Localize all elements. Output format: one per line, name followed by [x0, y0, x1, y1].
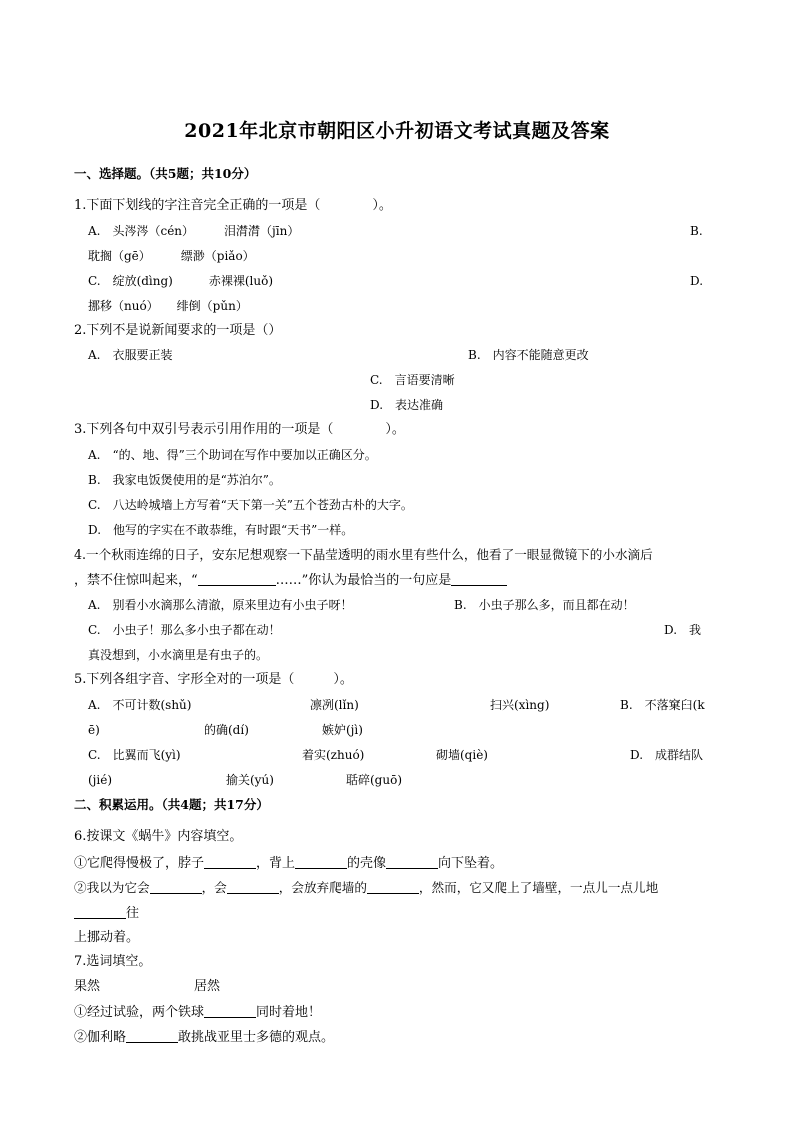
option-a: A. 不可计数(shǔ) — [88, 698, 192, 712]
question-text: ，然而，它又爬上了墙壁，一点儿一点儿地 — [418, 880, 659, 895]
option-c: C. 八达岭城墙上方写着“天下第一关”五个苍劲古朴的大字。 — [88, 498, 413, 512]
question-1: 1.下面下划线的字注音完全正确的一项是（ ）。 — [74, 198, 392, 213]
option-a: A. 别看小水滴那么清澈，原来里边有小虫子呀！ — [88, 598, 353, 612]
question-text: ②我以为它会 — [74, 880, 150, 895]
option-b-item: 嫉妒(jì) — [322, 723, 363, 737]
option-b: 耽搁（gē） 缥渺（piǎo） — [88, 249, 255, 263]
question-text: 的壳像 — [347, 856, 387, 871]
option-d-item: 聒碎(guō) — [346, 773, 402, 787]
answer-blank[interactable] — [74, 904, 126, 919]
question-text: ①它爬得慢极了，脖子 — [74, 856, 205, 871]
option-d: (jié) — [88, 773, 113, 787]
option-a: A. 衣服要正装 — [88, 348, 173, 362]
option-d-mark: D. 成群结队 — [630, 748, 704, 762]
option-d: 挪移（nuó） 绯倒（pǔn） — [88, 299, 248, 313]
option-d: D. 他写的字实在不敢恭维，有时跟“天书”一样。 — [88, 523, 354, 537]
option-c-item: 砌墙(qiè) — [436, 748, 488, 762]
option-d-mark: D. — [690, 274, 704, 288]
answer-blank[interactable] — [386, 854, 438, 869]
question-text: 同时着地！ — [256, 1005, 322, 1020]
option-c: C. 小虫子！那么多小虫子都在动！ — [88, 623, 281, 637]
option-a: A. “的、地、得”三个助词在写作中要加以正确区分。 — [88, 448, 377, 462]
question-text: 敢挑战亚里士多德的观点。 — [178, 1030, 335, 1045]
question-3: 3.下列各句中双引号表示引用作用的一项是（ ）。 — [74, 422, 405, 437]
question-6-line-2 — [74, 879, 658, 897]
question-7: 7.选词填空。 — [74, 954, 152, 969]
option-c: C. 比翼而飞(yì) — [88, 748, 181, 762]
section-heading: 二、积累运用。（共4题；共17分） — [74, 797, 269, 812]
option-b-item: 的确(dí) — [204, 723, 249, 737]
option-d: D. 表达准确 — [370, 398, 444, 412]
option-d-mark: D. 我 — [664, 623, 702, 637]
question-text: ，会放弃爬墙的 — [278, 880, 367, 895]
answer-blank[interactable] — [198, 571, 276, 586]
word-choice-2: 居然 — [194, 979, 221, 994]
question-5: 5.下列各组字音、字形全对的一项是（ ）。 — [74, 672, 353, 687]
question-7-line-2 — [74, 1028, 334, 1047]
answer-blank[interactable] — [150, 879, 202, 894]
question-text: ，禁不住惊叫起来，“ — [74, 573, 198, 588]
option-b-mark: B. — [690, 224, 703, 238]
option-a-item: 凛冽(lǐn) — [310, 698, 359, 712]
answer-blank[interactable] — [204, 1003, 256, 1018]
question-6-line-3 — [74, 904, 139, 923]
question-text: ，会 — [201, 880, 227, 895]
option-d-item: 揄关(yú) — [226, 773, 274, 787]
question-text: ①经过试验，两个铁球 — [74, 1005, 205, 1020]
question-text: ……”你认为最恰当的一句应是 — [275, 573, 452, 588]
option-a: A. 头涔涔（cén） 泪潸潸（jīn） — [88, 224, 300, 238]
option-b: B. 小虫子那么多，而且都在动！ — [454, 598, 635, 612]
question-6: 6.按课文《蜗牛》内容填空。 — [74, 829, 243, 844]
option-b-mark: B. 不落窠臼(k — [620, 698, 705, 712]
question-text: 往 — [126, 906, 140, 921]
question-6-line-1 — [74, 854, 503, 873]
question-text: 向下坠着。 — [438, 856, 504, 871]
answer-blank[interactable] — [367, 879, 419, 894]
option-b: ē) — [88, 723, 100, 737]
question-2: 2.下列不是说新闻要求的一项是（） — [74, 323, 282, 338]
answer-blank[interactable] — [227, 879, 279, 894]
answer-blank[interactable] — [295, 854, 347, 869]
section-heading: 一、选择题。（共5题；共10分） — [74, 166, 257, 181]
question-7-line-1 — [74, 1003, 321, 1022]
option-a-item: 扫兴(xìng) — [490, 698, 550, 712]
option-b: B. 我家电饭煲使用的是“苏泊尔”。 — [88, 473, 281, 487]
answer-blank[interactable] — [126, 1028, 178, 1043]
question-6-line-4: 上挪动着。 — [74, 930, 140, 945]
question-4: 4.一个秋雨连绵的日子，安东尼想观察一下晶莹透明的雨水里有些什么，他看了一眼显微镜下的小水滴后 — [74, 547, 653, 562]
question-text: ，背上 — [256, 856, 296, 871]
answer-blank[interactable] — [204, 854, 256, 869]
word-choice-1: 果然 — [74, 979, 101, 994]
option-c: C. 言语要清晰 — [370, 373, 455, 387]
question-text: ②伽利略 — [74, 1030, 127, 1045]
option-c-item: 着实(zhuó) — [302, 748, 365, 762]
option-c: C. 绽放(dìng) 赤裸裸(luǒ) — [88, 274, 274, 288]
answer-blank[interactable] — [451, 571, 507, 586]
option-b: B. 内容不能随意更改 — [468, 348, 589, 362]
option-d: 真没想到，小水滴里是有虫子的。 — [88, 648, 269, 662]
question-4-continued — [74, 571, 507, 590]
document-title: 2021年北京市朝阳区小升初语文考试真题及答案 — [184, 120, 610, 142]
